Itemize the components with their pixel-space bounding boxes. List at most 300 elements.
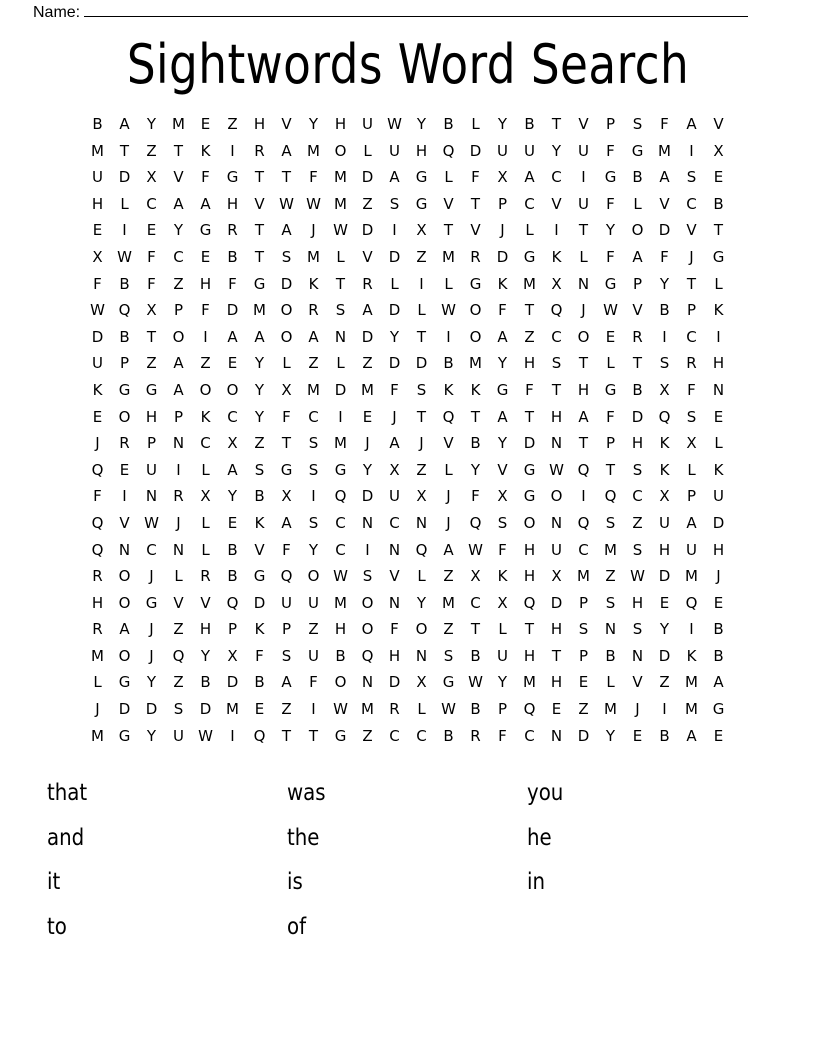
grid-cell[interactable]: L (606, 354, 615, 373)
grid-cell[interactable]: T (551, 380, 562, 399)
grid-cell[interactable]: B (632, 380, 643, 399)
grid-cell[interactable]: W (198, 726, 213, 745)
grid-cell[interactable]: V (362, 247, 373, 266)
grid-cell[interactable]: Q (118, 301, 131, 320)
grid-cell[interactable]: K (200, 407, 211, 426)
grid-cell[interactable]: C (308, 407, 319, 426)
grid-cell[interactable]: F (660, 115, 669, 133)
grid-cell[interactable]: O (199, 380, 212, 399)
grid-cell[interactable]: T (686, 274, 697, 293)
grid-cell[interactable]: E (659, 593, 670, 612)
word-list-item[interactable]: is (287, 869, 303, 895)
grid-cell[interactable]: F (471, 487, 480, 506)
grid-cell[interactable]: R (227, 221, 238, 240)
grid-cell[interactable]: C (200, 434, 211, 453)
grid-cell[interactable]: U (659, 513, 670, 532)
grid-cell[interactable]: O (334, 673, 347, 692)
grid-cell[interactable]: U (713, 487, 724, 506)
grid-cell[interactable]: H (253, 115, 266, 133)
grid-cell[interactable]: H (577, 380, 590, 399)
grid-cell[interactable]: S (308, 434, 319, 453)
grid-cell[interactable]: O (415, 620, 428, 639)
grid-cell[interactable]: L (417, 301, 426, 320)
grid-cell[interactable]: Z (524, 327, 535, 346)
grid-cell[interactable]: E (92, 407, 103, 426)
grid-cell[interactable]: N (712, 380, 725, 399)
grid-cell[interactable]: L (579, 247, 588, 266)
grid-cell[interactable]: H (91, 194, 104, 213)
grid-cell[interactable]: E (146, 221, 157, 240)
grid-cell[interactable]: A (713, 673, 724, 692)
grid-cell[interactable]: T (524, 301, 535, 320)
grid-cell[interactable]: O (172, 327, 185, 346)
grid-cell[interactable]: M (307, 141, 320, 160)
grid-cell[interactable]: X (416, 487, 427, 506)
grid-cell[interactable]: X (659, 380, 670, 399)
grid-cell[interactable]: N (118, 540, 131, 559)
grid-cell[interactable]: F (606, 194, 615, 213)
grid-cell[interactable]: K (254, 513, 265, 532)
grid-cell[interactable]: H (523, 354, 536, 373)
grid-cell[interactable]: K (659, 460, 670, 479)
grid-cell[interactable]: D (388, 247, 401, 266)
grid-cell[interactable]: G (415, 194, 428, 213)
grid-cell[interactable]: A (281, 141, 292, 160)
grid-cell[interactable]: B (632, 168, 643, 187)
grid-cell[interactable]: G (253, 567, 266, 586)
grid-cell[interactable]: U (92, 168, 103, 187)
grid-cell[interactable]: C (578, 540, 589, 559)
grid-cell[interactable]: A (119, 620, 130, 639)
grid-cell[interactable]: D (361, 327, 374, 346)
grid-cell[interactable]: L (174, 567, 183, 586)
grid-cell[interactable]: Y (362, 460, 373, 479)
grid-cell[interactable]: P (173, 407, 184, 426)
grid-cell[interactable]: Q (604, 487, 617, 506)
grid-cell[interactable]: D (226, 301, 239, 320)
grid-cell[interactable]: V (254, 540, 265, 559)
grid-cell[interactable]: N (388, 593, 401, 612)
grid-cell[interactable]: F (606, 407, 615, 426)
word-list-item[interactable]: the (287, 824, 320, 851)
grid-cell[interactable]: J (419, 434, 424, 453)
grid-cell[interactable]: V (389, 567, 400, 586)
grid-cell[interactable]: X (497, 593, 508, 612)
grid-cell[interactable]: O (550, 487, 563, 506)
grid-cell[interactable]: E (227, 513, 238, 532)
grid-cell[interactable]: W (333, 221, 348, 240)
grid-cell[interactable]: T (119, 141, 130, 160)
grid-cell[interactable]: Z (173, 620, 184, 639)
grid-cell[interactable]: D (118, 168, 131, 187)
word-list-item[interactable]: to (47, 913, 67, 940)
grid-cell[interactable]: W (468, 540, 483, 559)
grid-cell[interactable]: D (658, 221, 671, 240)
grid-cell[interactable]: G (226, 168, 239, 187)
grid-cell[interactable]: G (469, 274, 482, 293)
grid-cell[interactable]: V (443, 194, 454, 213)
grid-cell[interactable]: G (334, 726, 347, 745)
grid-cell[interactable]: R (686, 354, 697, 373)
grid-cell[interactable]: Z (443, 567, 454, 586)
grid-cell[interactable]: R (308, 301, 319, 320)
grid-cell[interactable]: G (604, 274, 617, 293)
grid-cell[interactable]: X (416, 221, 427, 240)
grid-cell[interactable]: Y (146, 115, 157, 133)
grid-cell[interactable]: C (335, 513, 346, 532)
grid-cell[interactable]: N (361, 513, 374, 532)
grid-cell[interactable]: M (658, 141, 671, 160)
grid-cell[interactable]: A (119, 115, 130, 133)
grid-cell[interactable]: M (685, 700, 698, 719)
grid-cell[interactable]: U (578, 194, 589, 213)
grid-cell[interactable]: C (524, 194, 535, 213)
grid-cell[interactable]: T (416, 327, 427, 346)
grid-cell[interactable]: C (632, 487, 643, 506)
grid-cell[interactable]: A (173, 354, 184, 373)
grid-cell[interactable]: C (686, 327, 697, 346)
grid-cell[interactable]: Z (416, 460, 427, 479)
grid-cell[interactable]: M (685, 673, 698, 692)
grid-cell[interactable]: V (173, 168, 184, 187)
grid-cell[interactable]: G (145, 380, 158, 399)
grid-cell[interactable]: G (280, 460, 293, 479)
grid-cell[interactable]: I (203, 327, 208, 346)
grid-cell[interactable]: W (306, 194, 321, 213)
grid-cell[interactable]: M (172, 115, 185, 133)
grid-cell[interactable]: Z (578, 700, 589, 719)
grid-cell[interactable]: B (443, 354, 454, 373)
grid-cell[interactable]: I (122, 487, 127, 506)
grid-cell[interactable]: U (497, 646, 508, 665)
grid-cell[interactable]: N (172, 540, 185, 559)
grid-cell[interactable]: M (604, 540, 617, 559)
grid-cell[interactable]: W (387, 115, 402, 133)
grid-cell[interactable]: X (713, 141, 724, 160)
grid-cell[interactable]: S (308, 513, 319, 532)
grid-cell[interactable]: T (578, 221, 589, 240)
grid-cell[interactable]: O (118, 567, 131, 586)
grid-cell[interactable]: A (497, 327, 508, 346)
grid-cell[interactable]: W (441, 301, 456, 320)
grid-cell[interactable]: M (361, 380, 374, 399)
grid-cell[interactable]: T (281, 434, 292, 453)
grid-cell[interactable]: O (334, 141, 347, 160)
grid-cell[interactable]: D (361, 168, 374, 187)
grid-cell[interactable]: K (92, 380, 103, 399)
grid-cell[interactable]: V (443, 434, 454, 453)
grid-cell[interactable]: H (523, 567, 536, 586)
grid-cell[interactable]: H (523, 540, 536, 559)
grid-cell[interactable]: C (389, 726, 400, 745)
grid-cell[interactable]: T (443, 221, 454, 240)
grid-cell[interactable]: D (496, 247, 509, 266)
grid-cell[interactable]: H (658, 540, 671, 559)
grid-cell[interactable]: D (388, 673, 401, 692)
grid-cell[interactable]: O (226, 380, 239, 399)
grid-cell[interactable]: W (549, 460, 564, 479)
grid-cell[interactable]: B (227, 540, 238, 559)
grid-cell[interactable]: Y (605, 221, 616, 240)
grid-cell[interactable]: V (659, 194, 670, 213)
grid-cell[interactable]: H (523, 646, 536, 665)
grid-cell[interactable]: X (551, 274, 562, 293)
grid-cell[interactable]: U (578, 141, 589, 160)
grid-cell[interactable]: R (119, 434, 130, 453)
grid-cell[interactable]: D (91, 327, 104, 346)
grid-cell[interactable]: K (470, 380, 481, 399)
grid-cell[interactable]: S (281, 646, 292, 665)
grid-cell[interactable]: C (227, 407, 238, 426)
grid-cell[interactable]: D (226, 673, 239, 692)
grid-cell[interactable]: Z (308, 354, 319, 373)
grid-cell[interactable]: U (173, 726, 184, 745)
grid-cell[interactable]: H (631, 434, 644, 453)
grid-cell[interactable]: L (336, 354, 345, 373)
grid-cell[interactable]: H (415, 141, 428, 160)
grid-cell[interactable]: H (199, 274, 212, 293)
grid-cell[interactable]: A (497, 407, 508, 426)
grid-cell[interactable]: Y (497, 673, 508, 692)
grid-cell[interactable]: D (469, 141, 482, 160)
grid-cell[interactable]: G (334, 460, 347, 479)
grid-cell[interactable]: Q (334, 487, 347, 506)
grid-cell[interactable]: K (659, 434, 670, 453)
grid-cell[interactable]: A (686, 726, 697, 745)
grid-cell[interactable]: Q (415, 540, 428, 559)
grid-cell[interactable]: N (415, 646, 428, 665)
grid-cell[interactable]: N (604, 620, 617, 639)
grid-cell[interactable]: R (200, 567, 211, 586)
grid-cell[interactable]: K (308, 274, 319, 293)
grid-cell[interactable]: D (712, 513, 725, 532)
grid-cell[interactable]: S (632, 460, 643, 479)
grid-cell[interactable]: G (604, 380, 617, 399)
grid-cell[interactable]: T (281, 726, 292, 745)
grid-cell[interactable]: H (712, 540, 725, 559)
grid-cell[interactable]: T (713, 221, 724, 240)
word-list-item[interactable]: in (527, 869, 546, 895)
grid-cell[interactable]: D (577, 726, 590, 745)
grid-cell[interactable]: Y (146, 726, 157, 745)
grid-cell[interactable]: Q (91, 540, 104, 559)
grid-cell[interactable]: M (307, 380, 320, 399)
grid-cell[interactable]: F (282, 407, 291, 426)
grid-cell[interactable]: I (311, 700, 316, 719)
grid-cell[interactable]: J (149, 646, 154, 665)
grid-cell[interactable]: N (172, 434, 185, 453)
grid-cell[interactable]: L (201, 540, 210, 559)
grid-cell[interactable]: H (550, 620, 563, 639)
grid-cell[interactable]: X (146, 168, 157, 187)
grid-cell[interactable]: J (392, 407, 397, 426)
grid-cell[interactable]: D (199, 700, 212, 719)
grid-cell[interactable]: E (605, 327, 616, 346)
grid-cell[interactable]: B (659, 301, 670, 320)
grid-cell[interactable]: Q (523, 700, 536, 719)
grid-cell[interactable]: F (93, 487, 102, 506)
grid-cell[interactable]: T (551, 115, 562, 133)
grid-cell[interactable]: V (713, 115, 724, 133)
grid-cell[interactable]: A (200, 194, 211, 213)
grid-cell[interactable]: R (92, 620, 103, 639)
grid-cell[interactable]: E (713, 726, 724, 745)
grid-cell[interactable]: F (228, 274, 237, 293)
grid-cell[interactable]: J (446, 513, 451, 532)
grid-cell[interactable]: Y (254, 407, 265, 426)
grid-cell[interactable]: L (363, 141, 372, 160)
grid-cell[interactable]: U (308, 646, 319, 665)
grid-cell[interactable]: M (253, 301, 266, 320)
grid-cell[interactable]: P (119, 354, 130, 373)
grid-cell[interactable]: W (144, 513, 159, 532)
grid-cell[interactable]: L (444, 168, 453, 187)
grid-cell[interactable]: C (551, 327, 562, 346)
grid-cell[interactable]: V (497, 460, 508, 479)
grid-cell[interactable]: J (149, 620, 154, 639)
grid-cell[interactable]: L (201, 460, 210, 479)
grid-cell[interactable]: E (200, 115, 211, 133)
grid-cell[interactable]: Z (173, 274, 184, 293)
grid-cell[interactable]: I (662, 327, 667, 346)
grid-cell[interactable]: O (361, 593, 374, 612)
grid-cell[interactable]: S (281, 247, 292, 266)
grid-cell[interactable]: N (145, 487, 158, 506)
grid-cell[interactable]: U (146, 460, 157, 479)
grid-cell[interactable]: Y (308, 540, 319, 559)
grid-cell[interactable]: T (470, 194, 481, 213)
grid-cell[interactable]: L (633, 194, 642, 213)
grid-cell[interactable]: C (335, 540, 346, 559)
grid-cell[interactable]: M (307, 247, 320, 266)
grid-cell[interactable]: Y (659, 274, 670, 293)
grid-cell[interactable]: N (550, 513, 563, 532)
grid-cell[interactable]: M (91, 726, 104, 745)
grid-cell[interactable]: E (119, 460, 130, 479)
grid-cell[interactable]: N (550, 726, 563, 745)
grid-cell[interactable]: R (470, 726, 481, 745)
grid-cell[interactable]: X (92, 247, 103, 266)
grid-cell[interactable]: F (309, 168, 318, 187)
grid-cell[interactable]: O (280, 327, 293, 346)
grid-cell[interactable]: O (118, 646, 131, 665)
grid-cell[interactable]: M (361, 700, 374, 719)
grid-cell[interactable]: D (280, 274, 293, 293)
grid-cell[interactable]: I (365, 540, 370, 559)
grid-cell[interactable]: Z (659, 673, 670, 692)
grid-cell[interactable]: S (443, 646, 454, 665)
grid-cell[interactable]: O (469, 327, 482, 346)
grid-cell[interactable]: M (226, 700, 239, 719)
grid-cell[interactable]: V (281, 115, 292, 133)
grid-cell[interactable]: P (578, 593, 589, 612)
grid-cell[interactable]: B (254, 673, 265, 692)
grid-cell[interactable]: X (416, 673, 427, 692)
word-list-item[interactable]: you (527, 780, 564, 806)
word-list-item[interactable]: and (47, 824, 85, 851)
grid-cell[interactable]: I (230, 726, 235, 745)
grid-cell[interactable]: S (308, 460, 319, 479)
grid-cell[interactable]: G (523, 247, 536, 266)
grid-cell[interactable]: T (416, 407, 427, 426)
grid-cell[interactable]: X (551, 567, 562, 586)
grid-cell[interactable]: F (390, 620, 399, 639)
grid-cell[interactable]: G (118, 673, 131, 692)
grid-cell[interactable]: P (605, 434, 616, 453)
grid-cell[interactable]: O (361, 620, 374, 639)
grid-cell[interactable]: V (686, 221, 697, 240)
grid-cell[interactable]: G (523, 487, 536, 506)
grid-cell[interactable]: B (92, 115, 103, 133)
grid-cell[interactable]: W (630, 567, 645, 586)
grid-cell[interactable]: N (361, 673, 374, 692)
grid-cell[interactable]: L (498, 620, 507, 639)
grid-cell[interactable]: T (335, 274, 346, 293)
grid-cell[interactable]: I (581, 168, 586, 187)
grid-cell[interactable]: I (338, 407, 343, 426)
grid-cell[interactable]: S (389, 194, 400, 213)
grid-cell[interactable]: I (311, 487, 316, 506)
grid-cell[interactable]: F (471, 168, 480, 187)
grid-cell[interactable]: Y (308, 115, 319, 133)
grid-cell[interactable]: Q (226, 593, 239, 612)
grid-cell[interactable]: I (230, 141, 235, 160)
grid-cell[interactable]: G (496, 380, 509, 399)
grid-cell[interactable]: P (497, 700, 508, 719)
grid-cell[interactable]: P (497, 194, 508, 213)
grid-cell[interactable]: C (524, 726, 535, 745)
grid-cell[interactable]: Y (497, 115, 508, 133)
grid-cell[interactable]: N (388, 540, 401, 559)
grid-cell[interactable]: I (392, 221, 397, 240)
grid-cell[interactable]: T (308, 726, 319, 745)
grid-cell[interactable]: K (200, 141, 211, 160)
grid-cell[interactable]: M (442, 593, 455, 612)
grid-cell[interactable]: P (686, 301, 697, 320)
grid-cell[interactable]: K (497, 274, 508, 293)
grid-cell[interactable]: P (605, 115, 616, 133)
grid-cell[interactable]: P (227, 620, 238, 639)
grid-cell[interactable]: T (254, 168, 265, 187)
grid-cell[interactable]: L (201, 513, 210, 532)
grid-cell[interactable]: L (687, 460, 696, 479)
grid-cell[interactable]: G (199, 221, 212, 240)
grid-cell[interactable]: W (333, 567, 348, 586)
grid-cell[interactable]: F (498, 726, 507, 745)
grid-cell[interactable]: X (227, 434, 238, 453)
grid-cell[interactable]: U (281, 593, 292, 612)
grid-cell[interactable]: B (713, 646, 724, 665)
grid-cell[interactable]: Y (470, 460, 481, 479)
grid-cell[interactable]: A (281, 221, 292, 240)
grid-cell[interactable]: F (606, 247, 615, 266)
grid-cell[interactable]: L (417, 567, 426, 586)
grid-cell[interactable]: V (578, 115, 589, 133)
grid-cell[interactable]: G (415, 168, 428, 187)
grid-cell[interactable]: X (200, 487, 211, 506)
grid-cell[interactable]: S (605, 593, 616, 612)
grid-cell[interactable]: W (279, 194, 294, 213)
grid-cell[interactable]: W (117, 247, 132, 266)
grid-cell[interactable]: F (147, 274, 156, 293)
grid-cell[interactable]: I (122, 221, 127, 240)
grid-cell[interactable]: A (659, 168, 670, 187)
grid-cell[interactable]: O (280, 301, 293, 320)
grid-cell[interactable]: D (658, 646, 671, 665)
grid-cell[interactable]: S (632, 540, 643, 559)
grid-cell[interactable]: D (550, 593, 563, 612)
grid-cell[interactable]: T (470, 407, 481, 426)
